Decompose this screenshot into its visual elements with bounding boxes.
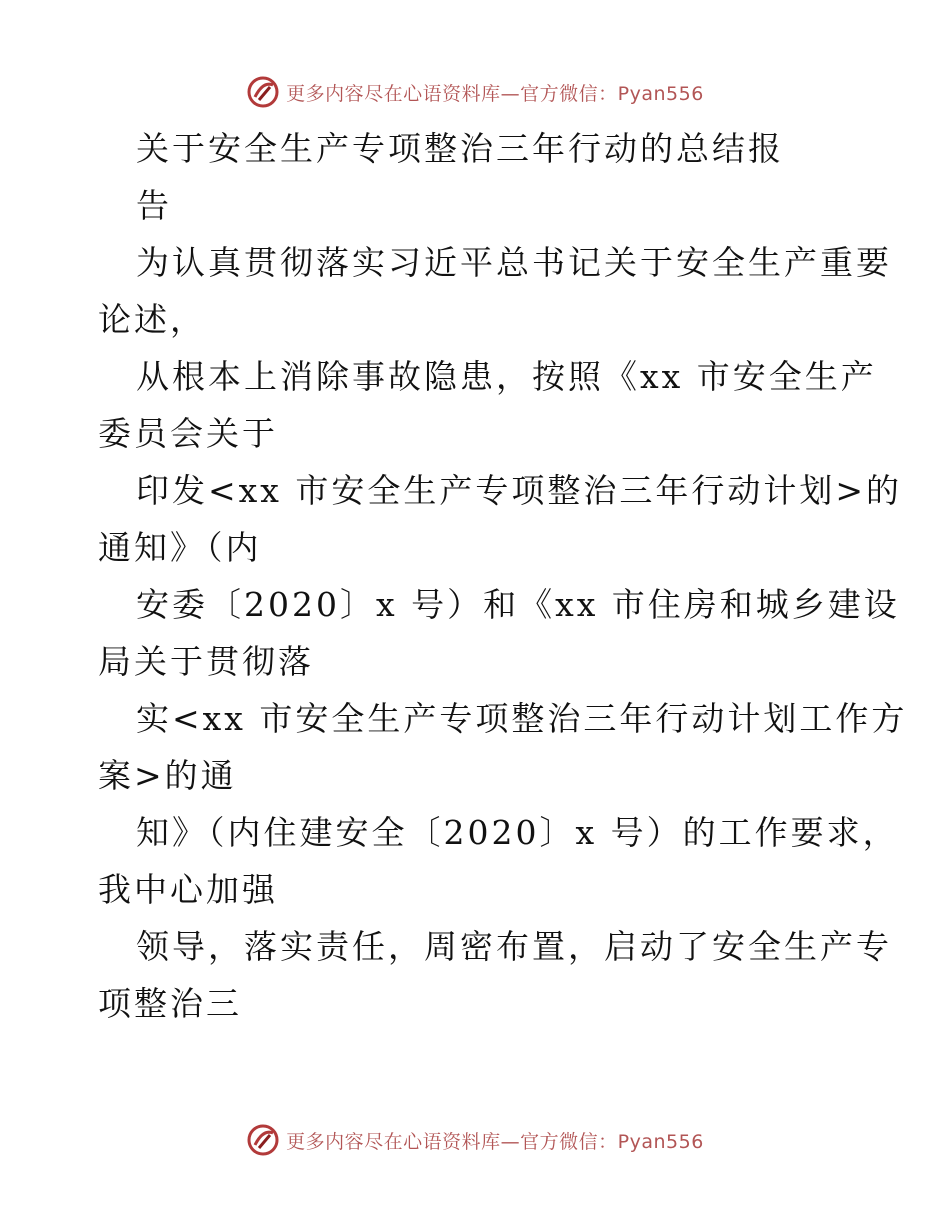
doc-line: 告 [136,186,172,225]
doc-line: 安委〔2020〕x 号）和《xx 市住房和城乡建设 [136,585,900,624]
banner-text: 更多内容尽在心语资料库—官方微信：Pyan556 [286,1130,704,1153]
doc-line: 实<xx 市安全生产专项整治三年行动计划工作方 [136,699,908,738]
doc-line: 项整治三 [98,984,242,1023]
doc-line: 我中心加强 [98,870,278,909]
doc-line: 关于安全生产专项整治三年行动的总结报 [136,129,784,168]
doc-line: 通知》（内 [98,528,262,567]
brand-logo-icon [246,75,280,109]
banner-text: 更多内容尽在心语资料库—官方微信：Pyan556 [286,82,704,105]
doc-line: 从根本上消除事故隐患，按照《xx 市安全生产 [136,357,877,396]
doc-line: 知》（内住建安全〔2020〕x 号）的工作要求， [136,813,899,852]
doc-line: 论述， [98,300,206,339]
doc-line: 委员会关于 [98,414,278,453]
doc-line: 案>的通 [98,756,237,795]
footer-banner [0,1120,950,1160]
doc-line: 领导，落实责任，周密布置，启动了安全生产专 [136,927,892,966]
doc-line: 局关于贯彻落 [98,642,314,681]
doc-line: 印发<xx 市安全生产专项整治三年行动计划>的 [136,471,903,510]
doc-line: 为认真贯彻落实习近平总书记关于安全生产重要 [136,243,892,282]
header-banner [0,72,950,112]
brand-logo-icon [246,1123,280,1157]
document-body [98,120,908,1032]
